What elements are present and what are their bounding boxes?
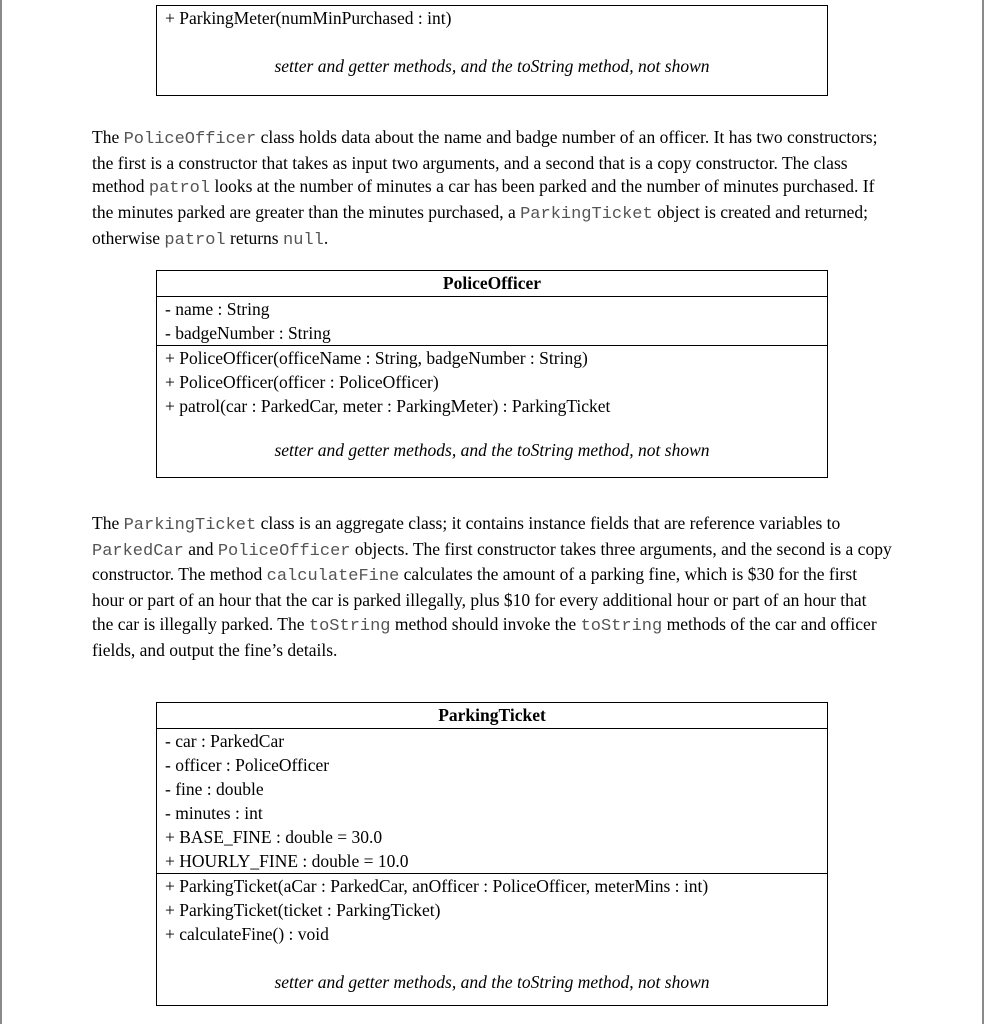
text-run: looks at the number of minutes a car has been parked and the number of minutes purchased. If the minutes parked are greater than the minutes purchased, a	[92, 176, 875, 223]
uml-fields-section	[157, 297, 827, 346]
police-officer-uml-box	[156, 270, 828, 478]
uml-method: + patrol(car : ParkedCar, meter : ParkingMeter) : ParkingTicket	[165, 396, 611, 416]
text-run: object is created and returned; otherwise	[92, 202, 868, 248]
text-run: and	[183, 538, 218, 559]
page-border-left	[0, 0, 2, 1024]
text-run: The	[92, 513, 124, 533]
uml-fields-section	[157, 729, 827, 874]
uml-field: - badgeNumber : String	[165, 323, 331, 343]
uml-class-title: ParkingTicket	[157, 703, 827, 729]
uml-methods-section	[157, 346, 827, 418]
code-term: calculateFine	[266, 567, 400, 587]
uml-methods-section	[157, 6, 827, 30]
uml-note: setter and getter methods, and the toString method, not shown	[274, 56, 710, 76]
code-term: toString	[580, 616, 663, 636]
text-run: The	[92, 127, 124, 147]
code-term: ParkedCar	[92, 541, 184, 561]
text-run: class holds data about the name and badge number of an officer. It has two constructors; the first is a constructor that takes as input two arguments, and a second that is a copy constructor. The class method	[92, 127, 878, 197]
uml-method: + calculateFine() : void	[165, 924, 329, 944]
parking-ticket-uml-box	[156, 702, 828, 1006]
text-run: .	[323, 227, 329, 248]
code-term: PoliceOfficer	[217, 541, 351, 561]
uml-method: + PoliceOfficer(officeName : String, badgeNumber : String)	[165, 348, 588, 368]
text-run: returns	[225, 227, 283, 248]
uml-class-title: PoliceOfficer	[157, 271, 827, 297]
parking-ticket-description	[92, 512, 892, 662]
code-term: PoliceOfficer	[123, 130, 257, 149]
uml-field: - name : String	[165, 299, 270, 319]
code-term: ParkingTicket	[123, 516, 257, 535]
text-run: class is an aggregate class; it contains instance fields that are reference variables to	[256, 513, 841, 533]
code-term: null	[283, 230, 324, 250]
uml-method: + PoliceOfficer(officer : PoliceOfficer)	[165, 372, 439, 392]
uml-field: - minutes : int	[165, 803, 263, 823]
text-run: objects. The first constructor takes three arguments, and the second is a copy constructor. The method	[92, 538, 892, 585]
uml-method: + ParkingMeter(numMinPurchased : int)	[165, 8, 452, 28]
code-term: ParkingTicket	[520, 205, 653, 225]
police-officer-description	[92, 126, 892, 253]
uml-field: - officer : PoliceOfficer	[165, 755, 330, 775]
uml-field: + HOURLY_FINE : double = 10.0	[165, 851, 409, 871]
uml-method: + ParkingTicket(aCar : ParkedCar, anOfficer : PoliceOfficer, meterMins : int)	[165, 876, 709, 896]
parking-meter-uml-box	[156, 5, 828, 96]
text-run: methods of the car and officer fields, and output the fine’s details.	[92, 613, 877, 660]
uml-note: setter and getter methods, and the toString method, not shown	[274, 440, 710, 460]
uml-method: + ParkingTicket(ticket : ParkingTicket)	[165, 900, 441, 920]
uml-field: + BASE_FINE : double = 30.0	[165, 827, 383, 847]
code-term: toString	[308, 616, 391, 636]
uml-field: - car : ParkedCar	[165, 731, 285, 751]
uml-note: setter and getter methods, and the toString method, not shown	[274, 972, 710, 992]
code-term: patrol	[148, 179, 211, 199]
text-run: method should invoke the	[390, 613, 581, 634]
uml-field: - fine : double	[165, 779, 264, 799]
uml-methods-section	[157, 874, 827, 946]
text-run: calculates the amount of a parking fine, which is $30 for the first hour or part of an hour that the car is parked illegally, plus $10 for every additional hour or part of an hour that the car is illegally parked. The	[92, 564, 867, 634]
code-term: patrol	[164, 230, 226, 250]
